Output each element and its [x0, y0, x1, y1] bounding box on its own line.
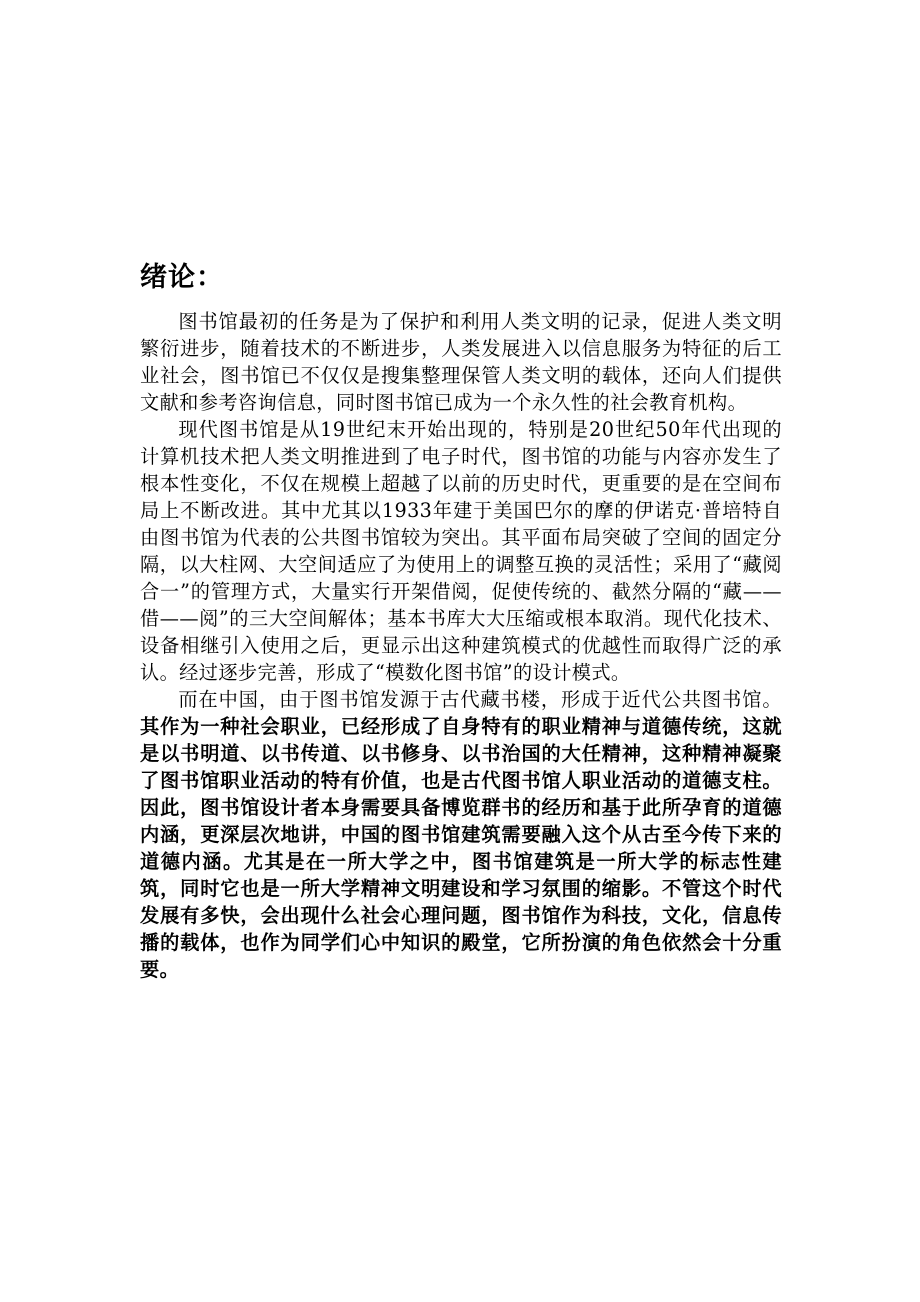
document-page	[140, 258, 782, 983]
section-heading: 绪论：	[140, 262, 224, 293]
paragraph-3-bold: 其作为一种社会职业，已经形成了自身特有的职业精神与道德传统，这就是以书明道、以书传道、以书修身、以书治国的大任精神，这种精神凝聚了图书馆职业活动的特有价值，也是古代图书馆人职业活动的道德支柱。因此，图书馆设计者本身需要具备博览群书的经历和基于此所孕育的道德内涵，更深层次地讲，中国的图书馆建筑需要融入这个从古至今传下来的道德内涵。尤其是在一所大学之中，图书馆建筑是一所大学的标志性建筑，同时它也是一所大学精神文明建设和学习氛围的缩影。不管这个时代发展有多快，会出现什么社会心理问题，图书馆作为科技，文化，信息传播的载体，也作为同学们心中知识的殿堂，它所扮演的角色依然会十分重要。	[140, 715, 782, 981]
paragraph-2: 现代图书馆是从19世纪末开始出现的，特别是20世纪50年代出现的计算机技术把人类文明推进到了电子时代，图书馆的功能与内容亦发生了根本性变化，不仅在规模上超越了以前的历史时代，更重要的是在空间布局上不断改进。其中尤其以1933年建于美国巴尔的摩的伊诺克·普培特自由图书馆为代表的公共图书馆较为突出。其平面布局突破了空间的固定分隔，以大柱网、大空间适应了为使用上的调整互换的灵活性；采用了“藏阅合一”的管理方式，大量实行开架借阅，促使传统的、截然分隔的“藏——借——阅”的三大空间解体；基本书库大大压缩或根本取消。现代化技术、设备相继引入使用之后，更显示出这种建筑模式的优越性而取得广泛的承认。经过逐步完善，形成了“模数化图书馆”的设计模式。	[140, 418, 782, 684]
paragraph-3-lead: 而在中国，由于图书馆发源于古代藏书楼，形成于近代公共图书馆。	[178, 688, 782, 711]
paragraph-1: 图书馆最初的任务是为了保护和利用人类文明的记录，促进人类文明繁衍进步，随着技术的不断进步，人类发展进入以信息服务为特征的后工业社会，图书馆已不仅仅是搜集整理保管人类文明的载体，还向人们提供文献和参考咨询信息，同时图书馆已成为一个永久性的社会教育机构。	[140, 310, 782, 414]
paragraph-3	[140, 686, 782, 983]
